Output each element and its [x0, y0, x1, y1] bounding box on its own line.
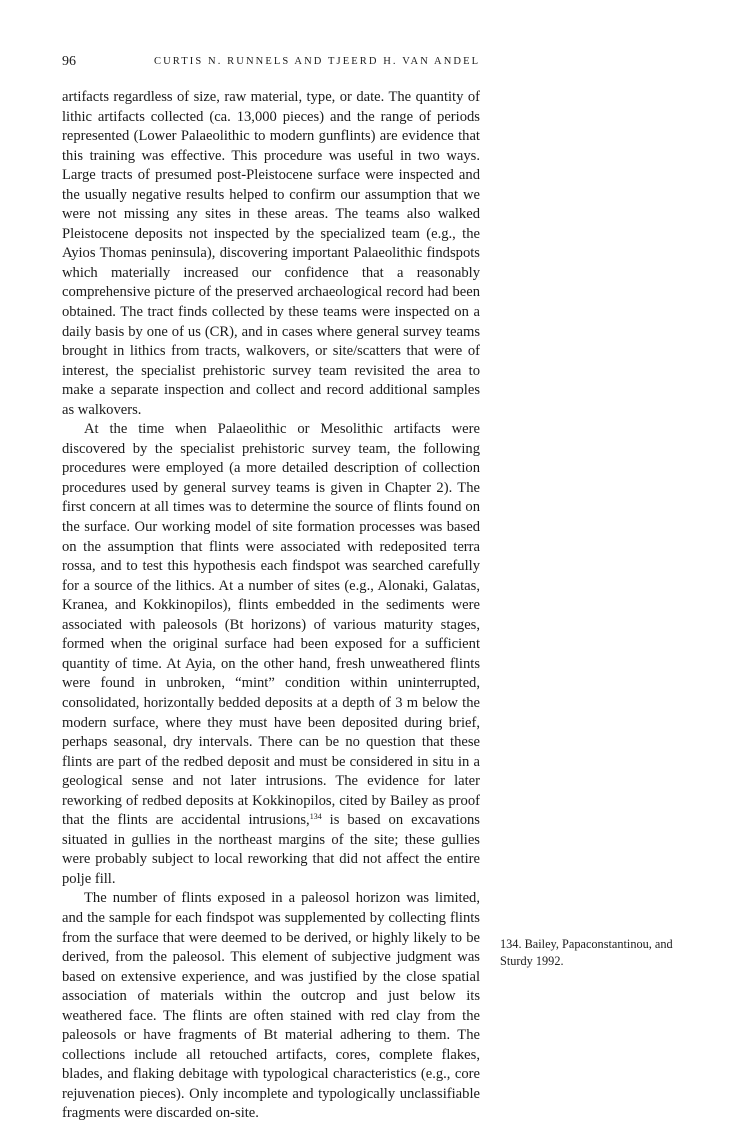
- page-number: 96: [62, 54, 76, 69]
- main-text-column: [62, 88, 480, 1124]
- footnote-reference: 134: [309, 812, 322, 822]
- paragraph-2: [62, 420, 480, 889]
- running-head: CURTIS N. RUNNELS AND TJEERD H. VAN ANDEL: [154, 56, 481, 67]
- paragraph-2-text-a: At the time when Palaeolithic or Mesolithic artifacts were discovered by the specialist prehistoric survey team, the following procedures were employed (a more detailed description of collection procedures used by general survey teams is given in Chapter 2). The first concern at all times was to determine the source of flints found on the surface. Our working model of site formation processes was based on the assumption that flints were associated with redeposited terra rossa, and to test this hypothesis each findspot was searched carefully for a source of the lithics. At a number of sites (e.g., Alonaki, Galatas, Kranea, and Kokkinopilos), flints embedded in the sediments were associated with paleosols (Bt horizons) of various maturity stages, formed when the original surface had been exposed for a sufficient quantity of time. At Ayia, on the other hand, fresh unweathered flints were found in unbroken, “mint” condition within uninterrupted, consolidated, horizontally bedded deposits at a depth of 3 m below the modern surface, where they must have been deposited during brief, perhaps seasonal, dry intervals. There can be no question that these flints are part of the redbed deposit and must be considered in situ in a geological sense and not later intrusions. The evidence for later reworking of redbed deposits at Kokkinopilos, cited by Bailey as proof that the flints are accidental intrusions,: [62, 421, 480, 829]
- paragraph-3: The number of flints exposed in a paleosol horizon was limited, and the sample for each findspot was supplemented by collecting flints from the surface that were deemed to be derived, or highly likely to be derived, from the paleosol. This element of subjective judgment was based on extensive experience, and was justified by the close spatial association of materials within the outcrop and just below its weathered face. The flints are often stained with red clay from the paleosols or have fragments of Bt material adhering to them. The collections include all retouched artifacts, cores, complete flakes, blades, and flaking debitage with typological characteristics (e.g., core rejuvenation pieces). Only incomplete and typologically unclassifiable fragments were discarded on-site.: [62, 890, 480, 1122]
- sidenote-134: 134. Bailey, Papaconstantinou, and Sturdy 1992.: [500, 937, 673, 968]
- paragraph-1: artifacts regardless of size, raw material, type, or date. The quantity of lithic artifacts collected (ca. 13,000 pieces) and the range of periods represented (Lower Palaeolithic to modern gunflints) are evidence that this training was effective. This procedure was useful in two ways. Large tracts of presumed post-Pleistocene surface were inspected and the usually negative results helped to confirm our assumption that we were not missing any sites in these areas. The teams also walked Pleistocene deposits not inspected by the specialized team (e.g., the Ayios Thomas peninsula), discovering important Palaeolithic findspots which materially increased our confidence that a reasonably comprehensive picture of the preserved archaeological record had been obtained. The tract finds collected by these teams were inspected on a daily basis by one of us (CR), and in cases where general survey teams brought in lithics from tracts, walkovers, or site/scatters that were of interest, the specialist prehistoric survey team revisited the area to make a separate inspection and collect and record additional samples as walkovers.: [62, 89, 480, 418]
- paragraph-2-text-b: is based on excavations situated in gullies in the northeast margins of the site; these gullies were probably subject to local reworking that did not affect the entire polje fill.: [62, 812, 480, 887]
